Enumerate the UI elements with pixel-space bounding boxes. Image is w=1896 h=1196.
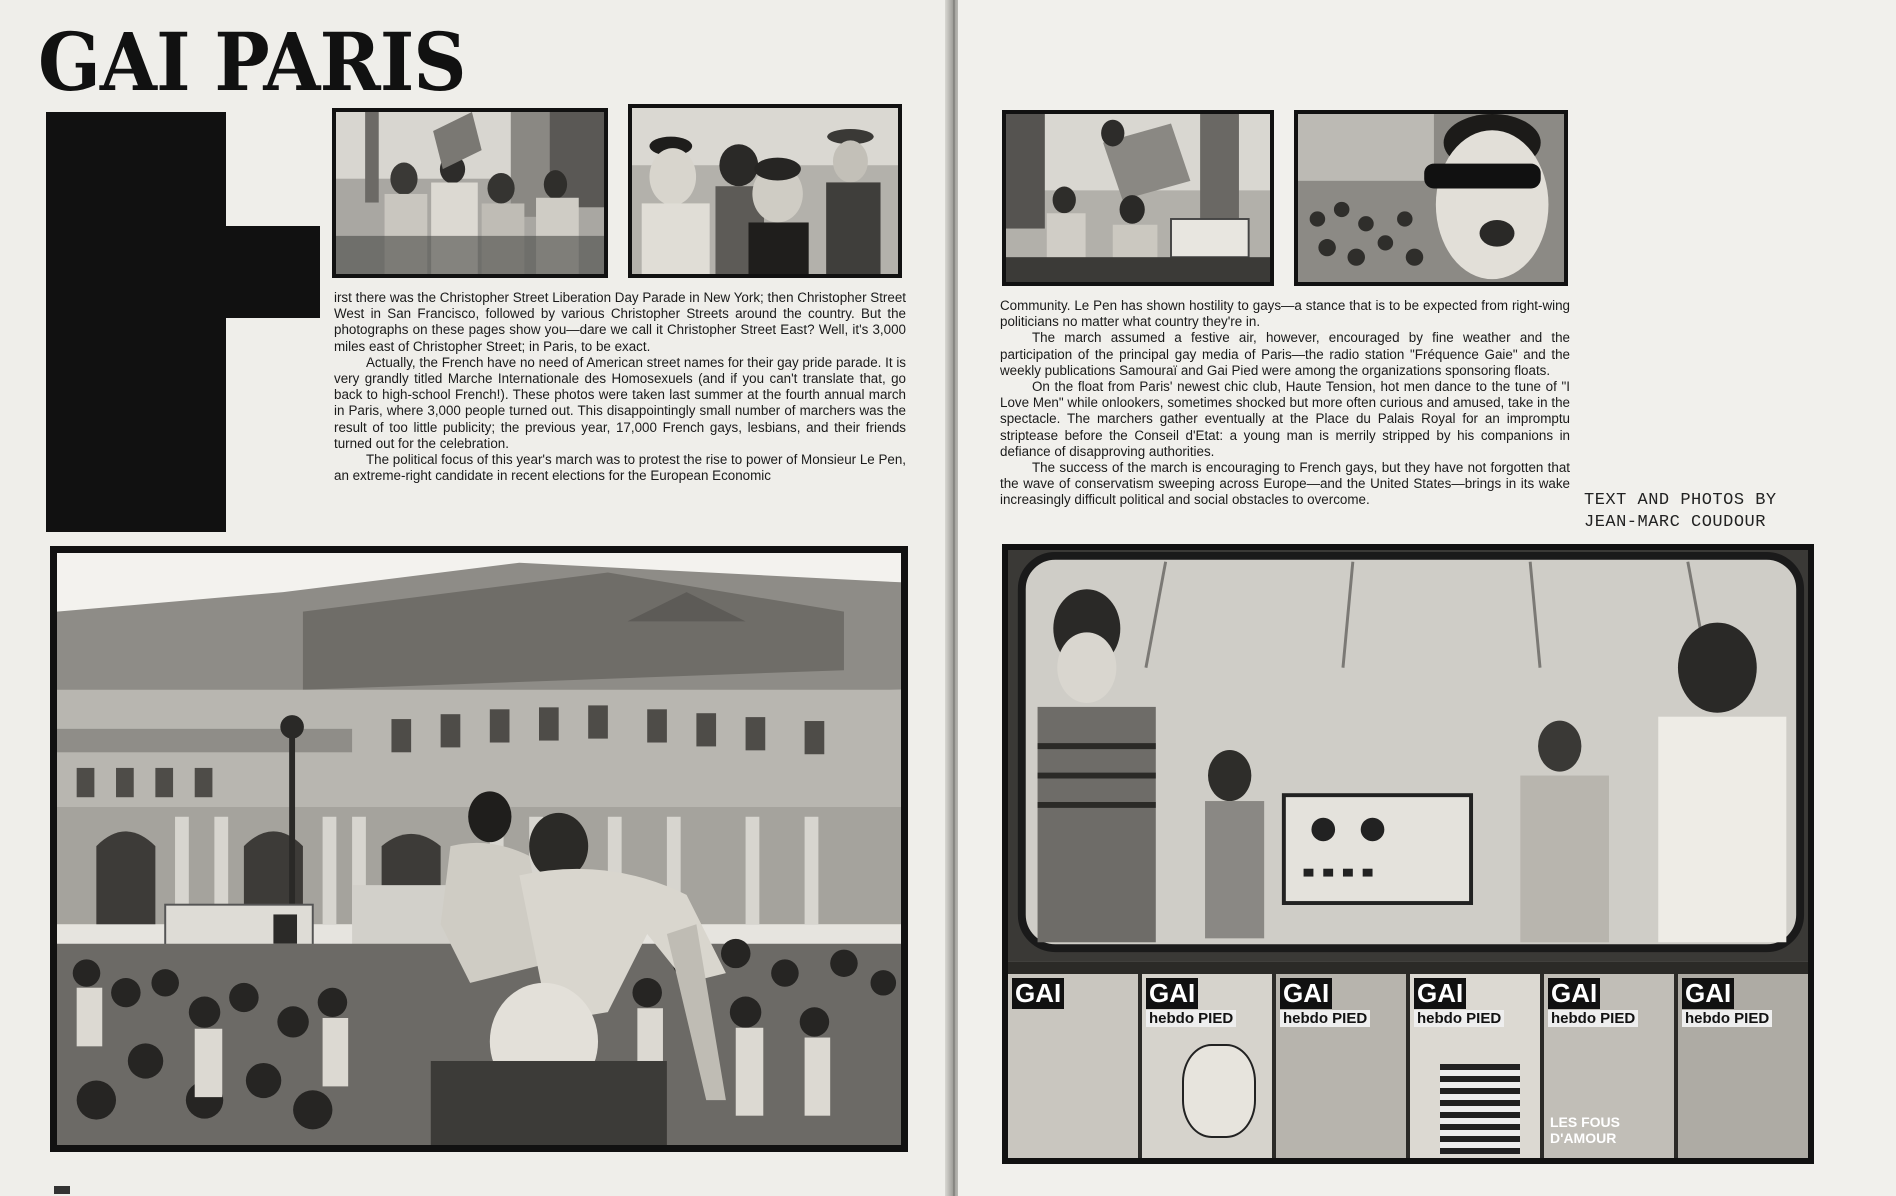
page-folio [54,1186,70,1194]
cover-subtitle: hebdo PIED [1548,1010,1638,1027]
cover-subtitle: hebdo PIED [1280,1010,1370,1027]
magazine-cover [1410,974,1540,1164]
article-text-right [1000,298,1570,509]
drop-cap-counter-bottom [226,318,320,532]
magazine-cover [1142,974,1272,1164]
cover-title: GAI [1682,978,1734,1009]
photo-sunglasses-man [1294,110,1568,286]
photo-bus-window-magazines [1002,544,1814,1164]
paragraph-5: The march assumed a festive air, however, encouraged by fine weather and the participation of the principal gay media of Paris—the radio station "Fréquence Gaie" and the weekly publications Samouraï and Gai Pied were among the organizations sponsoring floats. [1000,330,1570,378]
magazine-cover [1544,974,1674,1164]
photo-float-dancers [1002,110,1274,286]
cover-title: GAI [1280,978,1332,1009]
cover-title: GAI [1012,978,1064,1009]
magazine-cover [1008,974,1138,1164]
paragraph-4: Community. Le Pen has shown hostility to gays—a stance that is to be expected from right-wing politicians no matter what country they're in. [1000,298,1570,330]
paragraph-6: On the float from Paris' newest chic club, Haute Tension, hot men dance to the tune of "I Love Men" while onlookers, sometimes shocked but more often curious and amused, take in the spectacle. The marchers gather eventually at the Place du Palais Royal for an impromptu striptease before the Conseil d'Etat: a young man is merrily stripped by his companions in defiance of disapproving authorities. [1000,379,1570,459]
paragraph-2: Actually, the French have no need of American street names for their gay pride parade. It is very grandly titled Marche Internationale des Homosexuels (and if you can't translate that, go back to high-school French!). These photos were taken last summer at the fourth annual march in Paris, where 3,000 people turned out. This disappointingly small number of marchers was the result of too little publicity; the previous year, 17,000 French gays, lesbians, and their friends turned out for the celebration. [334,354,906,451]
magazine-cover [1678,974,1808,1164]
photo-credit [1584,490,1777,534]
magazine-cover [1276,974,1406,1164]
photo-crowd-shirtless [332,108,608,278]
article-text-left [334,290,906,484]
drop-cap-counter-top [226,112,320,226]
credit-line-1: TEXT AND PHOTOS BY [1584,491,1777,510]
cover-subtitle: hebdo PIED [1682,1010,1772,1027]
cover-tagline: LES FOUS D'AMOUR [1550,1114,1621,1146]
headline: GAI PARIS [38,15,466,109]
photo-faces-crowd [628,104,902,278]
cover-title: GAI [1414,978,1466,1009]
magazine-covers-row [1008,974,1808,1164]
right-page [958,0,1896,1196]
paragraph-7: The success of the march is encouraging to French gays, but they have not forgotten that the wave of conservatism sweeping across Europe—and the United States—brings in its wake increasingly difficult political and social obstacles to overcome. [1000,460,1570,508]
credit-line-2: JEAN-MARC COUDOUR [1584,513,1766,532]
cover-subtitle: hebdo PIED [1414,1010,1504,1027]
cover-title: GAI [1548,978,1600,1009]
cover-subtitle: hebdo PIED [1146,1010,1236,1027]
cover-title: GAI [1146,978,1198,1009]
photo-palais-royal-striptease [50,546,908,1152]
paragraph-1: irst there was the Christopher Street Liberation Day Parade in New York; then Christopher Street West in San Francisco, followed by various Christopher Streets around the country. But the photographs on these pages show you—dare we call it Christopher Street East? Well, it's 3,000 miles east of Christopher Street; in Paris, to be exact. [334,290,906,354]
paragraph-3: The political focus of this year's march was to protest the rise to power of Monsieur Le Pen, an extreme-right candidate in recent elections for the European Economic [334,452,906,484]
